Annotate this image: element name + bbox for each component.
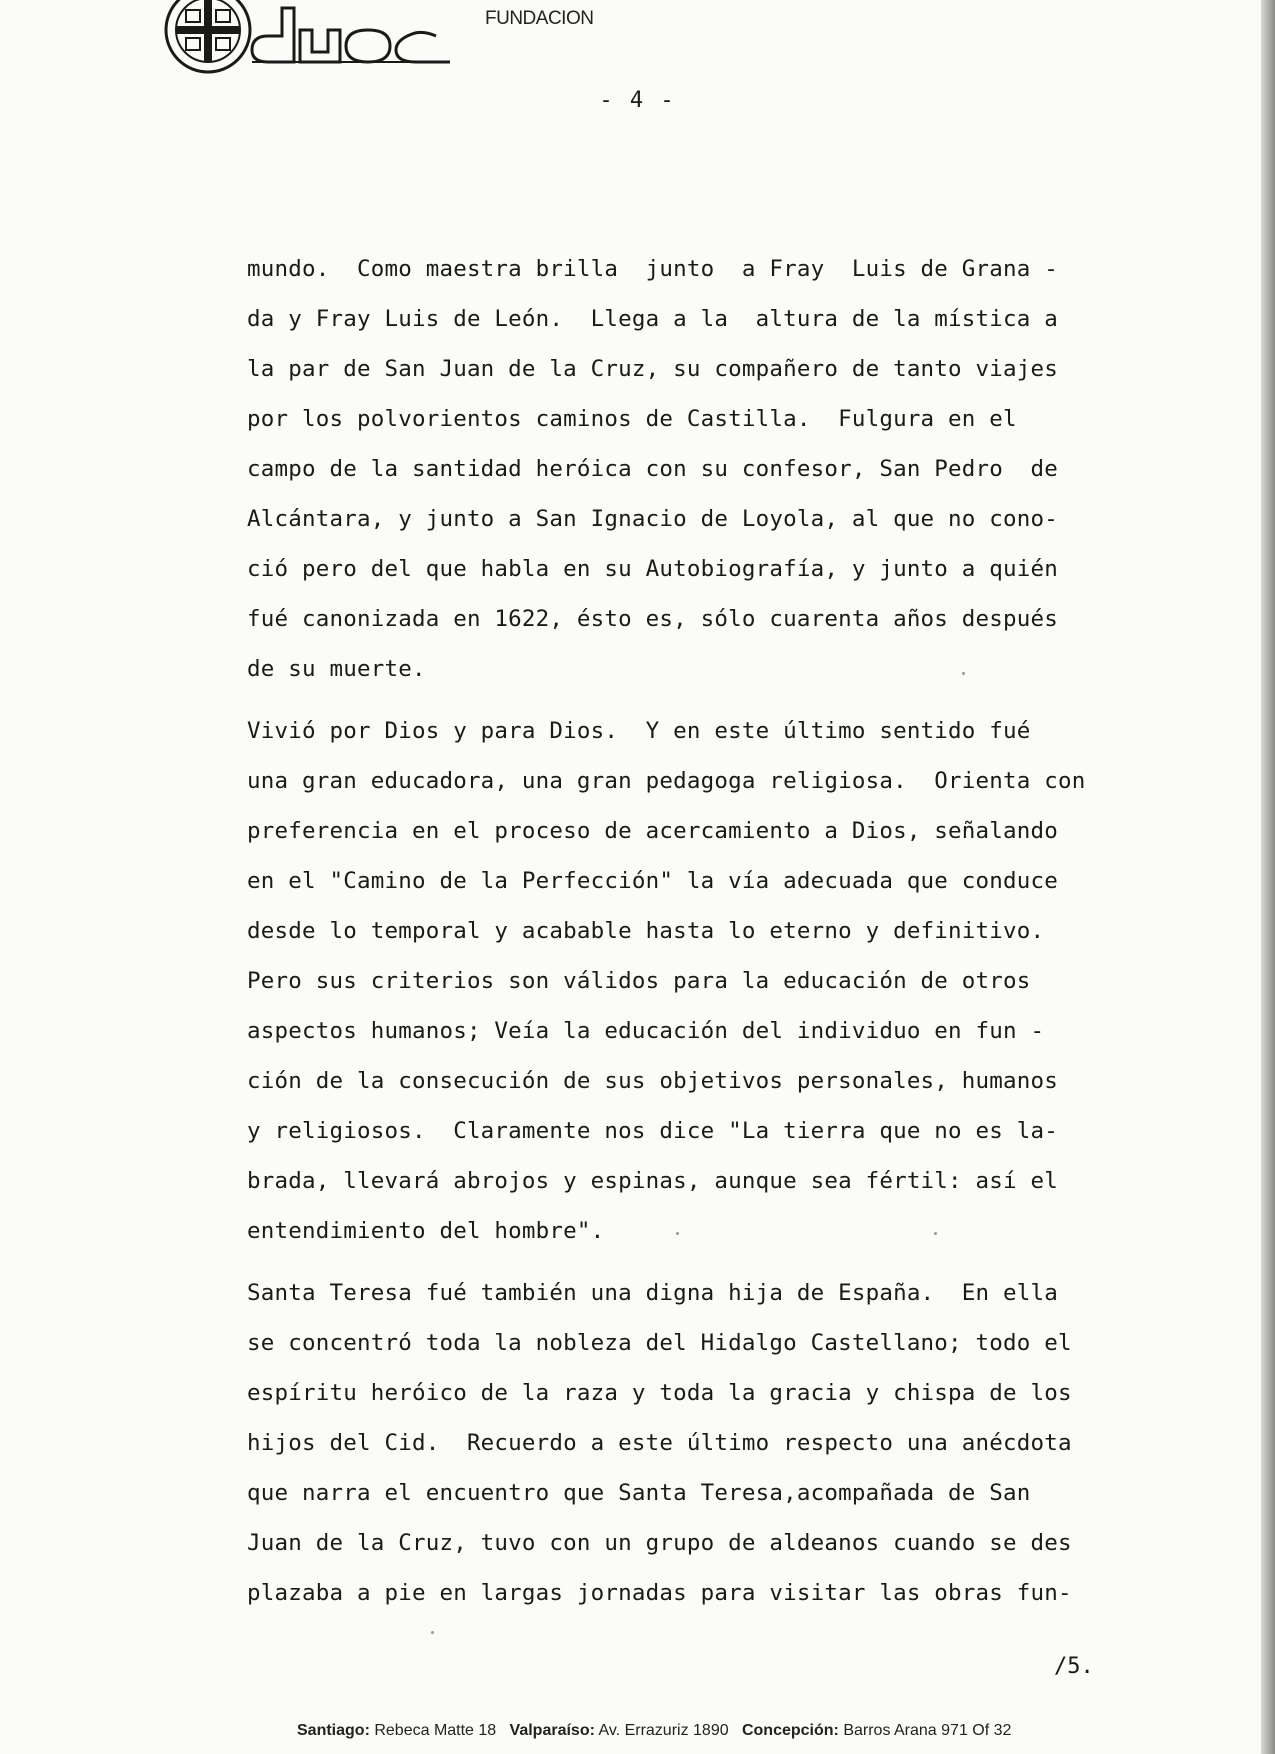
continuation-marker: /5.: [1054, 1654, 1094, 1679]
text-line: campo de la santidad heróica con su confesor, San Pedro de: [247, 456, 1059, 482]
text-line: Alcántara, y junto a San Ignacio de Loyola, al que no cono-: [247, 506, 1059, 532]
text-line: mundo. Como maestra brilla junto a Fray Luis de Grana -: [247, 256, 1059, 282]
page-number: - 4 -: [599, 88, 676, 113]
text-line: plazaba a pie en largas jornadas para visitar las obras fun-: [247, 1580, 1072, 1606]
text-line: por los polvorientos caminos de Castilla. Fulgura en el: [247, 406, 1017, 432]
text-line: Juan de la Cruz, tuvo con un grupo de aldeanos cuando se des: [247, 1530, 1072, 1556]
text-line: da y Fray Luis de León. Llega a la altura de la mística a: [247, 306, 1059, 332]
text-line: preferencia en el proceso de acercamiento a Dios, señalando: [247, 818, 1059, 844]
footer-address-valparaiso: Av. Errazuriz 1890: [598, 1722, 729, 1739]
paragraph-1: [247, 244, 1247, 694]
text-line: Vivió por Dios y para Dios. Y en este último sentido fué: [247, 718, 1031, 744]
text-line: una gran educadora, una gran pedagoga religiosa. Orienta con: [247, 768, 1086, 794]
footer-addresses: [297, 1722, 1011, 1740]
text-line: hijos del Cid. Recuerdo a este último respecto una anécdota: [247, 1430, 1072, 1456]
text-line: fué canonizada en 1622, ésto es, sólo cuarenta años después: [247, 606, 1059, 632]
text-line: Santa Teresa fué también una digna hija de España. En ella: [247, 1280, 1059, 1306]
text-line: de su muerte.: [247, 656, 426, 682]
footer-city-concepcion: Concepción:: [741, 1722, 839, 1739]
text-line: que narra el encuentro que Santa Teresa,acompañada de San: [247, 1480, 1031, 1506]
scan-speck: [962, 672, 965, 675]
text-line: ció pero del que habla en su Autobiografía, y junto a quién: [247, 556, 1059, 582]
text-line: en el "Camino de la Perfección" la vía adecuada que conduce: [247, 868, 1059, 894]
footer-address-concepcion: Barros Arana 971 Of 32: [843, 1722, 1012, 1739]
text-line: brada, llevará abrojos y espinas, aunque sea fértil: así el: [247, 1168, 1059, 1194]
text-line: la par de San Juan de la Cruz, su compañero de tanto viajes: [247, 356, 1059, 382]
scan-speck: [934, 1232, 937, 1235]
text-line: y religiosos. Claramente nos dice "La tierra que no es la-: [247, 1118, 1059, 1144]
document-body: [247, 244, 1247, 1618]
text-line: espíritu heróico de la raza y toda la gracia y chispa de los: [247, 1380, 1072, 1406]
text-line: aspectos humanos; Veía la educación del individuo en fun -: [247, 1018, 1045, 1044]
text-line: entendimiento del hombre".: [247, 1218, 605, 1244]
text-line: desde lo temporal y acabable hasta lo eterno y definitivo.: [247, 918, 1045, 944]
paragraph-2: [247, 706, 1247, 1256]
footer-city-valparaiso: Valparaíso:: [509, 1722, 595, 1739]
text-line: Pero sus criterios son válidos para la educación de otros: [247, 968, 1031, 994]
paragraph-3: [247, 1268, 1247, 1618]
text-line: ción de la consecución de sus objetivos personales, humanos: [247, 1068, 1059, 1094]
scan-speck: [676, 1232, 679, 1235]
logo-emblem-icon: [160, 0, 500, 80]
scan-edge-shadow: [1261, 0, 1275, 1754]
logo-fundacion-text: FUNDACION: [485, 8, 594, 29]
text-line: se concentró toda la nobleza del Hidalgo Castellano; todo el: [247, 1330, 1072, 1356]
footer-address-santiago: Rebeca Matte 18: [374, 1722, 497, 1739]
fundacion-duoc-logo: [160, 0, 594, 80]
scan-speck: [431, 1631, 434, 1634]
footer-city-santiago: Santiago:: [297, 1722, 370, 1739]
